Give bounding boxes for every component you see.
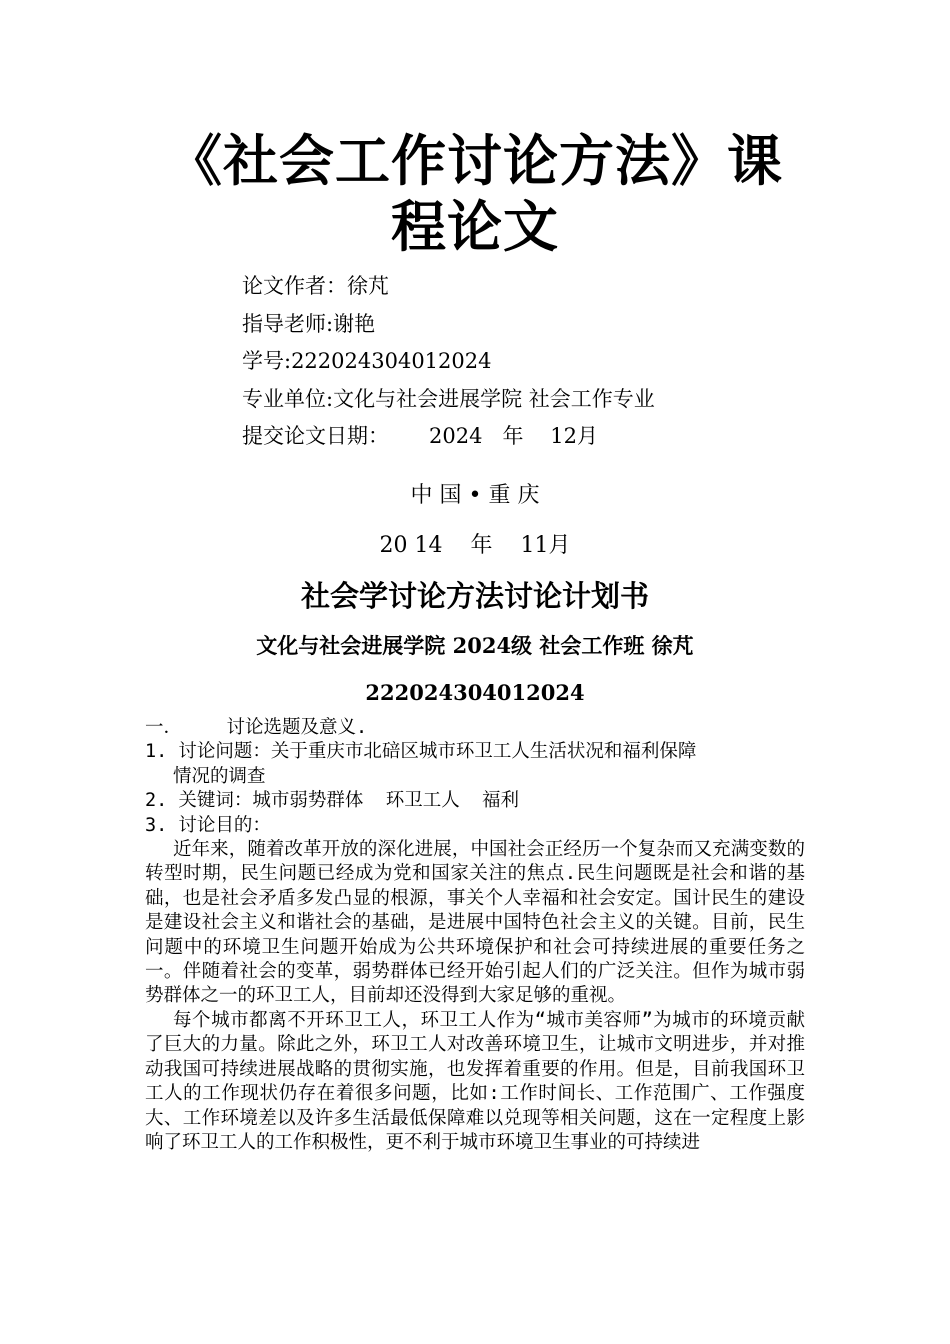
list-item: 2. 关键词：城市弱势群体 环卫工人 福利 xyxy=(145,790,519,812)
unit-line: 专业单位:文化与社会进展学院 社会工作专业 xyxy=(242,386,655,411)
plan-id: 222024304012024 xyxy=(365,680,585,705)
student-id-line: 学号:222024304012024 xyxy=(242,349,492,373)
cover-info xyxy=(242,268,655,456)
paragraph: 近年来，随着改革开放的深化进展，中国社会正经历一个复杂而又充满变数的转型时期，民生问题已经成为党和国家关注的焦点.民生问题既是社会和谐的基础，也是社会矛盾多发凸显的根源，事关个人幸福和社会安定。国计民生的建设是建设社会主义和谐社会的基础，是进展中国特色社会主义的关键。目前，民生问题中的环境卫生问题开始成为公共环境保护和社会可持续进展的重要任务之一。伴随着社会的变革，弱势群体已经开始引起人们的广泛关注。但作为城市弱势群体之一的环卫工人，目前却还没得到大家足够的重视。 xyxy=(145,839,805,1007)
paper-title: 《社会工作讨论方法》课程论文 xyxy=(166,129,783,259)
body-text xyxy=(145,716,805,1155)
place-line: 中 国 • 重 庆 xyxy=(410,483,540,508)
year-month-line: 20 14 年 11月 xyxy=(379,533,571,558)
section-heading: 一． 讨论选题及意义. xyxy=(145,717,368,738)
plan-byline: 文化与社会进展学院 2024级 社会工作班 徐芃 xyxy=(256,633,694,658)
author-line: 论文作者：徐芃 xyxy=(242,274,389,298)
list-item: 3. 讨论目的： xyxy=(145,814,271,836)
submit-date-line: 提交论文日期： 2024 年 12月 xyxy=(242,424,598,448)
plan-title: 社会学讨论方法讨论计划书 xyxy=(300,579,649,613)
advisor-line: 指导老师:谢艳 xyxy=(242,311,376,336)
list-item: 1. 讨论问题：关于重庆市北碚区城市环卫工人生活状况和福利保障 xyxy=(145,741,697,763)
list-item-continuation: 情况的调查 xyxy=(173,765,266,787)
paragraph: 每个城市都离不开环卫工人，环卫工人作为“城市美容师”为城市的环境贡献了巨大的力量。除此之外，环卫工人对改善环境卫生，让城市文明进步，并对推动我国可持续进展战略的贯彻实施，也发挥着重要的作用。但是，目前我国环卫工人的工作现状仍存在着很多问题，比如:工作时间长、工作范围广、工作强度大、工作环境差以及许多生活最低保障难以兑现等相关问题，这在一定程度上影响了环卫工人的工作积极性，更不利于城市环境卫生事业的可持续进 xyxy=(145,1009,805,1153)
